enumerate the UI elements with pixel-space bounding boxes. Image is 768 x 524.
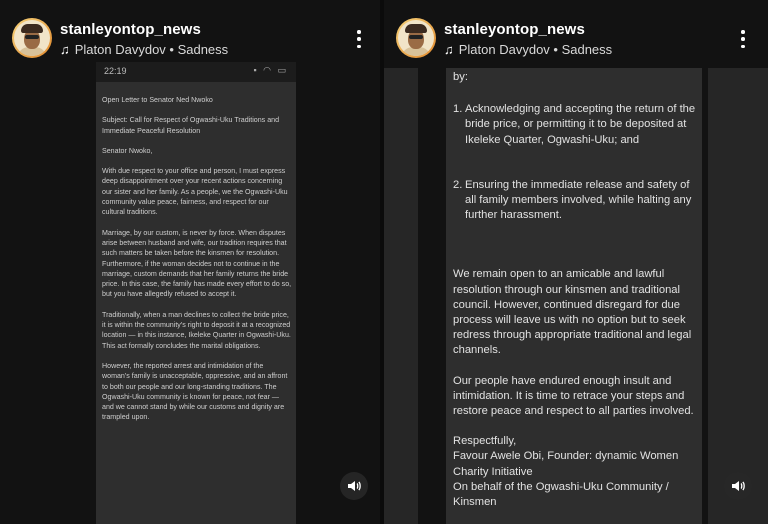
doc-behalf: On behalf of the Ogwashi-Uku Community / Kinsmen <box>453 480 669 509</box>
speaker-icon <box>730 478 746 494</box>
username[interactable]: stanleyontop_news <box>444 21 585 38</box>
avatar[interactable] <box>12 18 52 58</box>
letter-paragraph: Marriage, by our custom, is never by force. When disputes arise between husband and wife, our tradition requires that such matters be taken before the kinsmen for resolution. Furthermore, if the woman decides not to continue in the marriage, custom demands that her family returns the bride price. In this case, the family has made every effort to do so, but you have allegedly refused to accept it. <box>102 228 292 299</box>
music-label: Platon Davydov • Sadness <box>74 42 229 57</box>
doc-signer: Favour Awele Obi, Founder: dynamic Women Charity Initiative <box>453 450 679 478</box>
post-header <box>384 0 768 70</box>
adjacent-story-edge <box>384 68 418 524</box>
letter-paragraph: Traditionally, when a man declines to collect the bride price, it is within the community's right to deposit it at a recognized location — in this instance, Ikeleke Quarter in Ogwashi-Uku. This act formally concludes the marital obligations. <box>102 310 291 350</box>
speaker-icon <box>346 478 362 494</box>
letter-paragraph: With due respect to your office and person, I must express deep disappointment over your recent actions concerning our sister and her family. As a people, we the Ogwashi-Uku community value peace, fairness, and respect for our cultural traditions. <box>102 167 288 217</box>
doc-paragraph: Our people have endured enough insult and intimidation. It is time to retrace your steps and restore peace and respect to all parties involved. <box>453 374 694 418</box>
more-options-icon[interactable] <box>740 30 746 48</box>
story-post-left <box>0 0 380 524</box>
mute-toggle-button[interactable] <box>724 472 752 500</box>
letter-paragraph: However, the reported arrest and intimidation of the woman's family is unacceptable, oppressive, and an affront to both our people and our long-standing traditions. The Ogwashi-Uku community is known for peace, not fear — and we cannot stand by while our customs and dignity are trampled upon. <box>102 361 288 422</box>
music-note-icon: ♫ <box>444 42 454 57</box>
list-item: 2. Ensuring the immediate release and safety of all family members involved, while halting any further harassment. <box>453 178 692 222</box>
letter-salutation: Senator Nwoko, <box>102 146 153 155</box>
music-note-icon: ♫ <box>60 42 70 57</box>
letter-screenshot <box>96 62 296 524</box>
open-letter-text <box>102 95 292 433</box>
doc-intro: by: <box>453 71 468 83</box>
music-info[interactable] <box>444 42 612 57</box>
letter-title: Open Letter to Senator Ned Nwoko <box>102 96 213 104</box>
post-header <box>0 0 380 70</box>
more-options-icon[interactable] <box>356 30 362 48</box>
doc-closing: Respectfully, <box>453 435 517 448</box>
letter-subject: Subject: Call for Respect of Ogwashi-Uku Traditions and Immediate Peaceful Resolution <box>102 116 280 135</box>
adjacent-story-edge <box>708 68 768 524</box>
status-icons: ▪ ◠ ▭ <box>253 65 288 75</box>
avatar[interactable] <box>396 18 436 58</box>
mute-toggle-button[interactable] <box>340 472 368 500</box>
music-info[interactable] <box>60 42 228 57</box>
letter-continuation <box>446 68 702 524</box>
music-label: Platon Davydov • Sadness <box>458 42 613 57</box>
list-item: 1. Acknowledging and accepting the return of the bride price, or permitting it to be deposited at Ikeleke Quarter, Ogwashi-Uku; and <box>453 103 696 146</box>
status-time: 22:19 <box>104 66 127 76</box>
doc-paragraph: We remain open to an amicable and lawful resolution through our kinsmen and traditional council. However, continued disregard for due process will leave us with no option but to seek redress through appropriate traditional and legal channels. <box>453 268 692 357</box>
username[interactable]: stanleyontop_news <box>60 21 201 38</box>
story-post-right <box>384 0 768 524</box>
